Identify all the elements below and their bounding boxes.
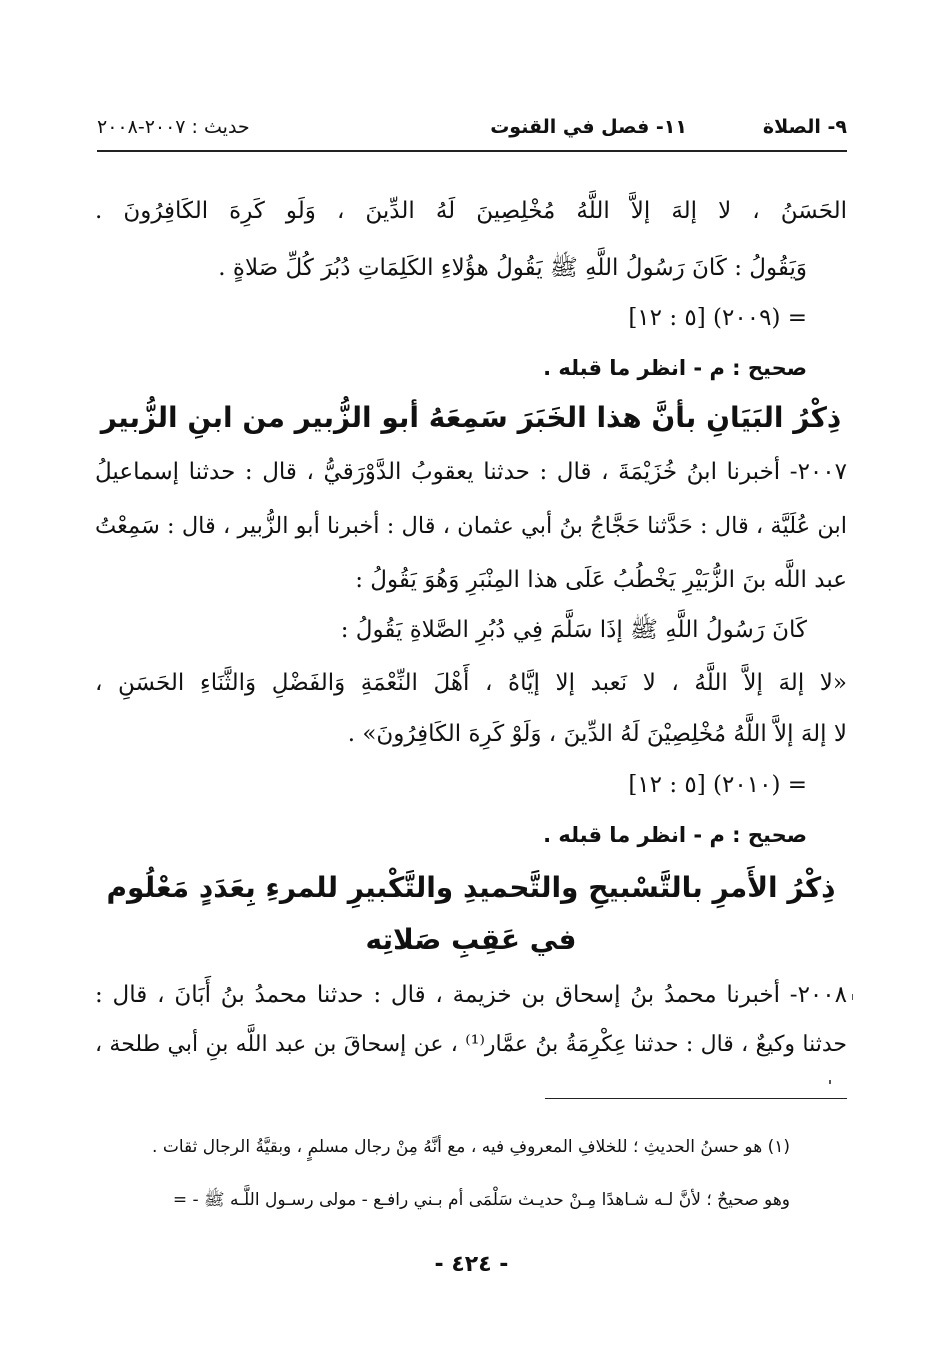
hadith-text-line: لا إلهَ إلاَّ اللَّهُ مُخْلِصِيْنَ لَهُ الدِّينَ ، وَلَوْ كَرِهَ الكَافِرُونَ» . — [347, 721, 847, 747]
hadith-text-line: ٢٠٠٨- أخبرنا محمدُ بنُ إسحاق بن خزيمة ، قال : حدثنا محمدُ بنُ أَبَانَ ، قال : — [95, 982, 847, 1008]
grading-line: صحيح : م - انظر ما قبله . — [543, 356, 807, 380]
hadith-text-line: حدثنا وكيعٌ ، قال : حدثنا عِكْرِمَةُ بنُ عمَّار⁽¹⁾ ، عن إسحاقَ بن عبد اللَّه بنِ أبي طلحة ، — [95, 1032, 847, 1057]
hadith-text-line: ٢٠٠٧- أخبرنا ابنُ خُزَيْمَةَ ، قال : حدثنا يعقوبُ الدَّوْرَقيُّ ، قال : حدثنا إسماعيلُ — [95, 459, 847, 485]
section-heading: في عَقِبِ صَلاتِه — [365, 923, 577, 956]
hadith-text-line: «لا إلهَ إلاَّ اللَّهُ ، لا نَعبد إلا إيَّاهُ ، أَهْلَ النِّعْمَةِ وَالفَضْلِ وَالثَّنَاءِ الحَسَنِ ، — [95, 670, 847, 696]
section-heading: ذِكْرُ الأَمرِ بالتَّسْبيحِ والتَّحميدِ والتَّكْبيرِ للمرءِ بِعَدَدٍ مَعْلُوم — [106, 871, 836, 904]
header-divider — [97, 150, 847, 152]
citation-line: = (٢٠٠٩) [٥ : ١٢] — [628, 305, 807, 331]
section-heading: ذِكْرُ البَيَانِ بأنَّ هذا الخَبَرَ سَمِعَهُ أبو الزُّبير من ابنِ الزُّبير — [100, 401, 842, 434]
citation-line: = (٢٠١٠) [٥ : ١٢] — [628, 772, 807, 798]
running-header — [97, 112, 847, 146]
hadith-text-line: عبد اللَّه بنَ الزُّبَيْرِ يَخْطُبُ عَلَى هذا المِنْبَرِ وَهُوَ يَقُولُ : — [355, 567, 847, 593]
header-chapter-title: ١١- فصل في القنوت — [490, 116, 687, 138]
print-speck — [829, 1080, 831, 1084]
text-line: الحَسَنُ ، لا إلهَ إلاَّ اللَّهُ مُخْلِصِينَ لَهُ الدِّينَ ، وَلَو كَرِهَ الكَافِرُونَ . — [95, 198, 847, 224]
header-book-title: ٩- الصلاة — [762, 116, 847, 138]
footnote-line: (١) هو حسنُ الحديثِ ؛ للخلافِ المعروفِ فيه ، مع أنَّهُ مِنْ رجال مسلمٍ ، وبقيَّةُ الرجال ثقات . — [152, 1137, 790, 1157]
page-number: - ٤٢٤ - — [434, 1252, 509, 1277]
grading-line: صحيح : م - انظر ما قبله . — [543, 823, 807, 847]
header-hadith-range: حديث : ٢٠٠٧-٢٠٠٨ — [97, 116, 250, 138]
footnote-line: وهو صحيحٌ ؛ لأنَّ لـه شـاهدًا مِـنْ حديـث سَلْمَى أم بـني رافـع - مولى رسـول اللَّـه ﷺ - = — [172, 1190, 790, 1210]
text-line: وَيَقُولُ : كَانَ رَسُولُ اللَّهِ ﷺ يَقُولُ هؤُلاءِ الكَلِمَاتِ دُبُرَ كُلِّ صَلاةٍ . — [218, 255, 807, 281]
print-speck — [852, 994, 853, 1000]
hadith-text-line: ابن عُلَيَّة ، قال : حَدَّثنا حَجَّاجُ بنُ أبي عثمان ، قال : أخبرنا أبو الزُّبير ، قال : سَمِعْتُ — [95, 513, 847, 539]
hadith-text-line: كَانَ رَسُولُ اللَّهِ ﷺ إذَا سَلَّمَ فِي دُبُرِ الصَّلاةِ يَقُولُ : — [340, 617, 807, 643]
footnote-divider — [545, 1098, 847, 1099]
